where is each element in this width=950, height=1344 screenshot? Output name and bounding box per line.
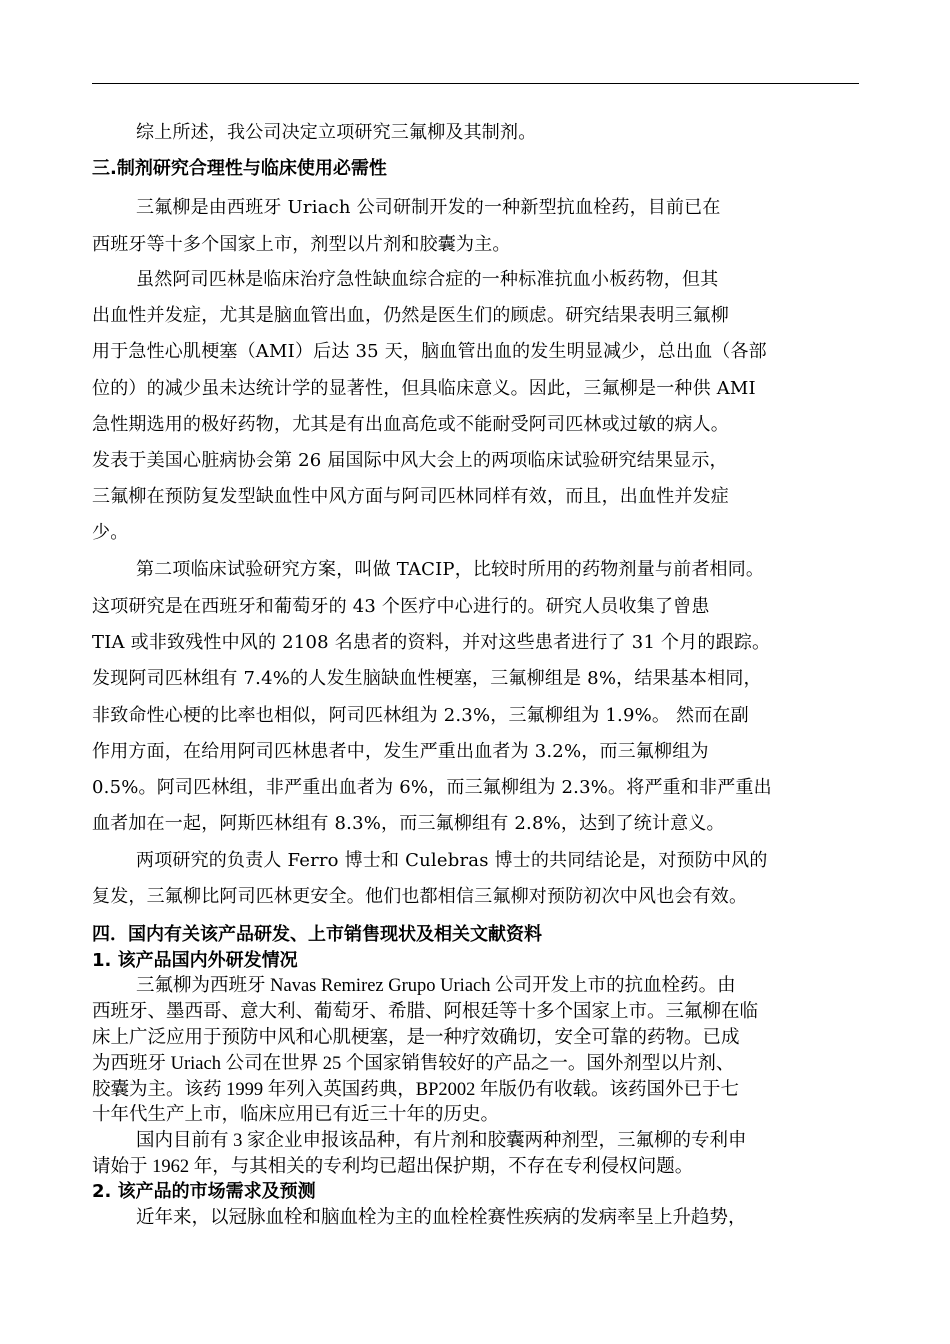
s3-p3-line-3: TIA 或非致残性中风的 2108 名患者的资料，并对这些患者进行了 31 个月的跟踪。: [92, 632, 771, 653]
s4-p1-line-3: 床上广泛应用于预防中风和心肌梗塞，是一种疗效确切，安全可靠的药物。已成: [92, 1028, 740, 1048]
s3-p1-line-1: 三氟柳是由西班牙 Uriach 公司研制开发的一种新型抗血栓药，目前已在: [136, 197, 721, 218]
s3-p3-line-1: 第二项临床试验研究方案，叫做 TACIP，比较时所用的药物剂量与前者相同。: [136, 559, 765, 580]
s3-p2-line-3: 用于急性心肌梗塞（AMI）后达 35 天，脑血管出血的发生明显减少，总出血（各部: [92, 341, 767, 362]
s3-p4-line-1: 两项研究的负责人 Ferro 博士和 Culebras 博士的共同结论是，对预防中风的: [136, 850, 768, 871]
s3-p2-line-7: 三氟柳在预防复发型缺血性中风方面与阿司匹林同样有效，而且，出血性并发症: [92, 486, 729, 507]
s3-p3-line-8: 血者加在一起，阿斯匹林组有 8.3%，而三氟柳组有 2.8%，达到了统计意义。: [92, 813, 725, 834]
s4-p1-line-6: 十年代生产上市，临床应用已有近三十年的历史。: [92, 1105, 500, 1125]
s3-p4-line-2: 复发，三氟柳比阿司匹林更安全。他们也都相信三氟柳对预防初次中风也会有效。: [92, 886, 748, 907]
s4-p1-line-4: 为西班牙 Uriach 公司在世界 25 个国家销售较好的产品之一。国外剂型以片剂、: [92, 1054, 735, 1074]
s3-p2-line-4: 位的）的减少虽未达统计学的显著性，但具临床意义。因此，三氟柳是一种供 AMI: [92, 378, 756, 399]
s4-p1-line-1: 三氟柳为西班牙 Navas Remirez Grupo Uriach 公司开发上市的抗血栓药。由: [136, 976, 736, 996]
s4-p1-line-5: 胶囊为主。该药 1999 年列入英国药典，BP2002 年版仍有收载。该药国外已于七: [92, 1080, 740, 1100]
s4-p3-line-1: 近年来，以冠脉血栓和脑血栓为主的血栓栓赛性疾病的发病率呈上升趋势，: [136, 1208, 747, 1228]
s3-p1-line-2: 西班牙等十多个国家上市，剂型以片剂和胶囊为主。: [92, 234, 511, 255]
section-4-subheading-1: 1. 该产品国内外研发情况: [92, 950, 298, 971]
intro-paragraph: 综上所述，我公司决定立项研究三氟柳及其制剂。: [136, 122, 537, 143]
s4-p1-line-2: 西班牙、墨西哥、意大利、葡萄牙、希腊、阿根廷等十多个国家上市。三氟柳在临: [92, 1002, 759, 1022]
s4-p2-line-1: 国内目前有 3 家企业申报该品种，有片剂和胶囊两种剂型，三氟柳的专利申: [136, 1131, 747, 1151]
s3-p2-line-6: 发表于美国心脏病协会第 26 届国际中风大会上的两项临床试验研究结果显示，: [92, 450, 728, 471]
section-4-heading: 四．国内有关该产品研发、上市销售现状及相关文献资料: [92, 924, 542, 945]
s3-p3-line-6: 作用方面，在给用阿司匹林患者中，发生严重出血者为 3.2%，而三氟柳组为: [92, 741, 709, 762]
s3-p3-line-5: 非致命性心梗的比率也相似，阿司匹林组为 2.3%，三氟柳组为 1.9%。 然而在副: [92, 705, 749, 726]
s3-p3-line-7: 0.5%。阿司匹林组，非严重出血者为 6%，而三氟柳组为 2.3%。将严重和非严重出: [92, 777, 772, 798]
s3-p3-line-2: 这项研究是在西班牙和葡萄牙的 43 个医疗中心进行的。研究人员收集了曾患: [92, 596, 710, 617]
s3-p2-line-8: 少。: [92, 522, 129, 543]
s3-p3-line-4: 发现阿司匹林组有 7.4%的人发生脑缺血性梗塞，三氟柳组是 8%，结果基本相同，: [92, 668, 762, 689]
s3-p2-line-2: 出血性并发症，尤其是脑血管出血，仍然是医生们的顾虑。研究结果表明三氟柳: [92, 305, 729, 326]
section-4-subheading-2: 2. 该产品的市场需求及预测: [92, 1181, 316, 1202]
section-3-heading: 三.制剂研究合理性与临床使用必需性: [92, 158, 387, 179]
s4-p2-line-2: 请始于 1962 年，与其相关的专利均已超出保护期，不存在专利侵权问题。: [92, 1157, 694, 1177]
s3-p2-line-5: 急性期选用的极好药物，尤其是有出血高危或不能耐受阿司匹林或过敏的病人。: [92, 414, 729, 435]
s3-p2-line-1: 虽然阿司匹林是临床治疗急性缺血综合症的一种标准抗血小板药物，但其: [136, 269, 719, 290]
header-rule: [92, 83, 859, 84]
